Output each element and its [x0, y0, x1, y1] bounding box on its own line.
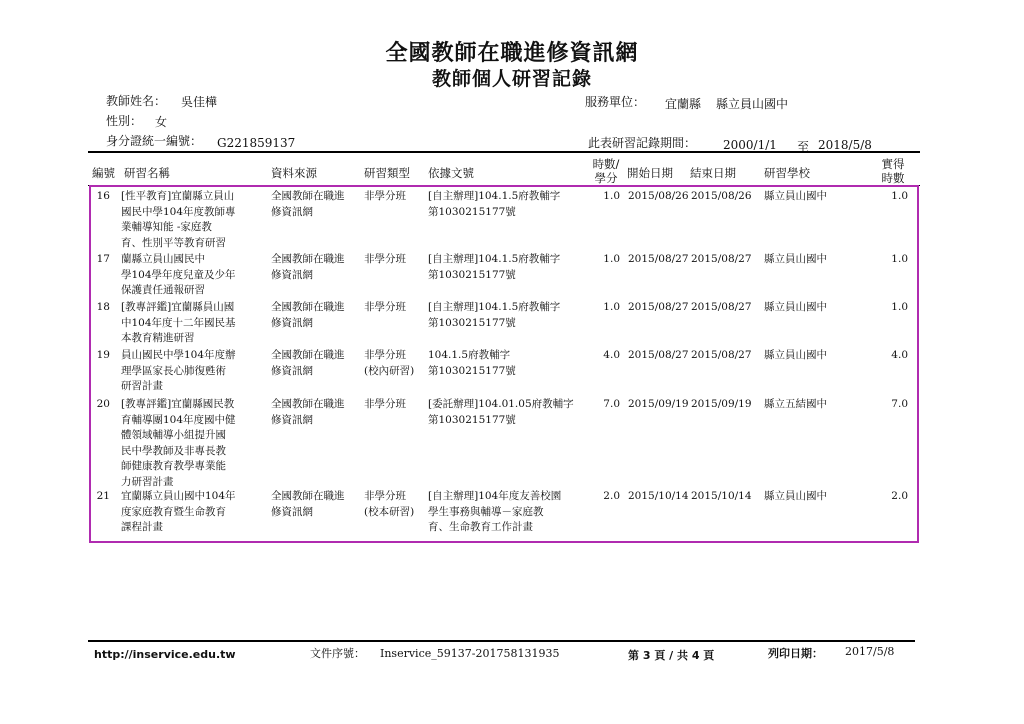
- cell-hours: 1.0: [603, 301, 620, 313]
- cell-source: 全國教師在職進 修資訊網: [271, 490, 345, 518]
- footer-rule: [88, 640, 915, 642]
- cell-name: [教專評鑑]宜蘭縣員山國 中104年度十二年國民基 本教育精進研習: [121, 301, 236, 344]
- cell-end: 2015/08/27: [691, 253, 752, 265]
- cell-actual: 1.0: [891, 301, 908, 313]
- cell-basis: 104.1.5府教輔字 第1030215177號: [428, 349, 516, 377]
- cell-hours: 2.0: [603, 490, 620, 502]
- cell-source: 全國教師在職進 修資訊網: [271, 398, 345, 426]
- cell-type: 非學分班: [364, 190, 406, 202]
- cell-basis: [委託辦理]104.01.05府教輔字 第1030215177號: [428, 398, 574, 426]
- col-header-no: 編號: [92, 166, 115, 180]
- cell-hours: 1.0: [603, 190, 620, 202]
- cell-source: 全國教師在職進 修資訊網: [271, 349, 345, 377]
- print-date-value: 2017/5/8: [845, 645, 895, 658]
- period-to: 至: [797, 140, 810, 154]
- cell-start: 2015/08/27: [628, 301, 689, 313]
- cell-start: 2015/10/14: [628, 490, 689, 502]
- cell-end: 2015/08/26: [691, 190, 752, 202]
- unit-county: 宜蘭縣: [665, 97, 702, 111]
- col-header-start: 開始日期: [627, 166, 673, 180]
- cell-school: 縣立員山國中: [764, 490, 827, 502]
- doc-number-value: Inservice_59137-201758131935: [380, 647, 560, 660]
- cell-no: 19: [96, 349, 110, 361]
- cell-hours: 4.0: [603, 349, 620, 361]
- col-header-school: 研習學校: [764, 166, 810, 180]
- cell-actual: 1.0: [891, 253, 908, 265]
- cell-name: 宜蘭縣立員山國中104年 度家庭教育暨生命教育 課程計畫: [121, 490, 236, 533]
- period-label: 此表研習記錄期間：: [588, 136, 697, 150]
- doc-number-label: 文件序號：: [310, 647, 365, 660]
- unit-label: 服務單位：: [585, 95, 646, 109]
- gender-label: 性別：: [106, 114, 143, 128]
- cell-source: 全國教師在職進 修資訊網: [271, 190, 345, 218]
- cell-school: 縣立員山國中: [764, 190, 827, 202]
- gender-value: 女: [155, 115, 168, 129]
- header-top-rule: [88, 151, 920, 153]
- cell-hours: 1.0: [603, 253, 620, 265]
- id-value: G221859137: [217, 136, 296, 150]
- cell-start: 2015/09/19: [628, 398, 689, 410]
- cell-no: 21: [96, 490, 110, 502]
- cell-type: 非學分班: [364, 301, 406, 313]
- page-indicator: 第 3 頁 / 共 4 頁: [628, 649, 715, 662]
- cell-name: [性平教育]宜蘭縣立員山 國民中學104年度教師專 業輔導知能 -家庭教 育、性別平等教育研習: [121, 190, 236, 249]
- cell-end: 2015/10/14: [691, 490, 752, 502]
- col-header-basis: 依據文號: [428, 166, 474, 180]
- cell-start: 2015/08/26: [628, 190, 689, 202]
- cell-school: 縣立員山國中: [764, 301, 827, 313]
- print-date-label: 列印日期：: [768, 647, 823, 660]
- cell-basis: [自主辦理]104.1.5府教輔字 第1030215177號: [428, 253, 561, 281]
- cell-school: 縣立員山國中: [764, 349, 827, 361]
- cell-no: 20: [96, 398, 110, 410]
- unit-school: 縣立員山國中: [716, 97, 789, 111]
- cell-basis: [自主辦理]104.1.5府教輔字 第1030215177號: [428, 301, 561, 329]
- name-value: 吳佳樺: [181, 95, 218, 109]
- cell-name: [教專評鑑]宜蘭縣國民教 育輔導團104年度國中健 體領域輔導小組提升國 民中學教師及非專長教 師健康教育教學專業能 力研習計畫: [121, 398, 236, 488]
- cell-basis: [自主辦理]104.1.5府教輔字 第1030215177號: [428, 190, 561, 218]
- cell-start: 2015/08/27: [628, 349, 689, 361]
- cell-school: 縣立員山國中: [764, 253, 827, 265]
- col-header-actual: 實得 時數: [881, 157, 905, 185]
- cell-no: 16: [96, 190, 110, 202]
- page-subtitle: 教師個人研習記錄: [431, 68, 592, 90]
- cell-actual: 1.0: [891, 190, 908, 202]
- id-label: 身分證統一編號：: [106, 134, 203, 148]
- cell-start: 2015/08/27: [628, 253, 689, 265]
- period-end: 2018/5/8: [818, 138, 872, 152]
- cell-actual: 7.0: [891, 398, 908, 410]
- cell-school: 縣立五結國中: [764, 398, 827, 410]
- cell-no: 17: [96, 253, 110, 265]
- page-title: 全國教師在職進修資訊網: [385, 40, 639, 66]
- col-header-source: 資料來源: [271, 166, 317, 180]
- cell-end: 2015/09/19: [691, 398, 752, 410]
- cell-source: 全國教師在職進 修資訊網: [271, 301, 345, 329]
- cell-end: 2015/08/27: [691, 349, 752, 361]
- col-header-hours: 時數/ 學分: [592, 157, 620, 185]
- cell-name: 員山國民中學104年度辦 理學區家長心肺復甦術 研習計畫: [121, 349, 236, 392]
- cell-type: 非學分班 (校內研習): [364, 349, 415, 377]
- cell-actual: 2.0: [891, 490, 908, 502]
- cell-hours: 7.0: [603, 398, 620, 410]
- cell-name: 蘭縣立員山國民中 學104學年度兒童及少年 保護責任通報研習: [121, 253, 236, 296]
- col-header-name: 研習名稱: [124, 166, 170, 180]
- cell-basis: [自主辦理]104年度友善校園 學生事務與輔導－家庭教 育、生命教育工作計畫: [428, 490, 562, 533]
- cell-type: 非學分班: [364, 398, 406, 410]
- footer-url: http://inservice.edu.tw: [94, 648, 236, 661]
- cell-actual: 4.0: [891, 349, 908, 361]
- period-start: 2000/1/1: [723, 138, 777, 152]
- cell-end: 2015/08/27: [691, 301, 752, 313]
- cell-no: 18: [96, 301, 110, 313]
- col-header-type: 研習類型: [364, 166, 410, 180]
- cell-source: 全國教師在職進 修資訊網: [271, 253, 345, 281]
- cell-type: 非學分班 (校本研習): [364, 490, 415, 518]
- cell-type: 非學分班: [364, 253, 406, 265]
- col-header-end: 結束日期: [690, 166, 736, 180]
- name-label: 教師姓名：: [106, 94, 167, 108]
